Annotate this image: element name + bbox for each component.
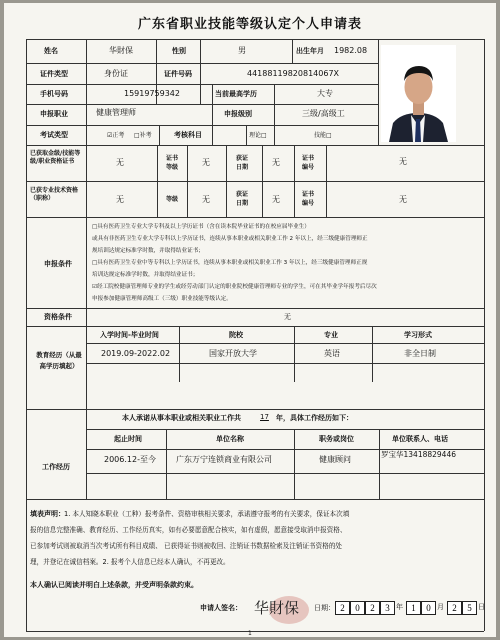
applicant-name: 华財保 <box>109 46 133 55</box>
edu-cell-period: 2019.09-2022.02 <box>101 349 171 358</box>
grid-line <box>212 84 213 145</box>
grid-line <box>26 217 484 218</box>
label-date-b-2: 日期 <box>236 200 249 207</box>
label-work-history: 工作经历 <box>42 463 70 471</box>
condition-line: 规培训达规定标准学时数，并取得结业证书； <box>92 248 204 254</box>
grid-line <box>294 326 295 382</box>
work-years-text-b: 年，具体工作经历如下： <box>276 414 353 422</box>
declaration-line: 已参加考试则被取消当次考试所有科目成绩、 已获得证书则被收回、注销证书数据检索及注销证书资格的处 <box>30 542 343 550</box>
applicant-education: 大专 <box>317 89 333 98</box>
work-cell-position: 健康顾问 <box>319 455 351 464</box>
page-number: 1 <box>248 630 252 637</box>
grid-line <box>26 39 484 40</box>
grid-line <box>262 145 263 217</box>
condition-line: □具有医药卫生专业大学专科及以上学历证书（含在读本院毕业证书的在校应届毕业生） <box>92 224 310 230</box>
condition-line: □具有医药卫生专业中等专科以上学历证书，连续从事本职业或相关职业工作 3 年以上，经三级健康管理师正规 <box>92 260 368 266</box>
holds-cert-value: 无 <box>116 158 124 167</box>
grid-line <box>179 326 180 382</box>
edu-header-school: 院校 <box>229 331 243 339</box>
label-no-a: 证书 <box>302 155 315 162</box>
label-edu-history: 教育经历（从最高学历填起） <box>36 351 82 370</box>
label-no-a-2: 证书 <box>302 191 315 198</box>
date-label: 日期： <box>314 604 335 612</box>
grid-line <box>26 104 378 105</box>
label-name: 姓名 <box>44 47 58 55</box>
grid-line <box>26 39 27 631</box>
label-occupation: 申报职业 <box>40 110 68 118</box>
edu-header-period: 入学时间-毕业时间 <box>100 331 159 339</box>
tech-date-value: 无 <box>272 195 280 204</box>
grid-line <box>26 631 484 632</box>
date-day-digit: 5 <box>462 601 477 615</box>
label-holds-cert: 已获取金级/技能等级/职业资格证书 <box>30 150 81 165</box>
work-years-value: 17 <box>260 413 269 421</box>
date-year-unit: 年 <box>396 603 403 611</box>
edu-cell-major: 英语 <box>324 349 340 358</box>
label-gender: 性别 <box>172 47 186 55</box>
date-year-digit: 2 <box>365 601 380 615</box>
grid-line <box>200 39 201 105</box>
work-header-company: 单位名称 <box>216 435 244 443</box>
grid-line <box>294 429 295 499</box>
applicant-gender: 男 <box>238 46 246 55</box>
exam-subject-theory[interactable]: 理论□ <box>249 132 267 139</box>
label-id-type: 证件类型 <box>40 70 68 78</box>
grid-line <box>86 473 484 474</box>
grid-line <box>26 409 484 410</box>
edu-cell-school: 国家开放大学 <box>209 349 257 358</box>
qual-value: 无 <box>284 313 291 321</box>
applicant-phone: 15919759342 <box>124 89 180 98</box>
condition-line: 申报参加健康管理师高级工（三级）职业技能等级认定。 <box>92 296 232 302</box>
exam-option-regular[interactable]: ☑正考 <box>107 132 125 139</box>
application-form-page <box>4 3 496 637</box>
grid-line <box>246 125 247 145</box>
edu-header-mode: 学习形式 <box>404 331 432 339</box>
cert-no-value: 无 <box>399 157 407 166</box>
work-header-position: 职务或岗位 <box>319 435 354 443</box>
exam-option-makeup[interactable]: □补考 <box>134 132 152 139</box>
label-phone: 手机号码 <box>40 90 68 98</box>
declaration-line: 1. 本人知晓本职业（工种）报考条件、资格审核相关要求，承诺遵守报考的有关要求，保证本次填 <box>64 510 350 518</box>
grid-line <box>274 84 275 145</box>
applicant-birth: 1982.08 <box>334 46 368 55</box>
label-level: 申报级别 <box>224 110 252 118</box>
grid-line <box>86 363 484 364</box>
grid-line <box>187 145 188 217</box>
work-cell-company: 广东万宁连锁商业有限公司 <box>176 455 272 464</box>
cert-level-value: 无 <box>202 158 210 167</box>
date-month-digit: 0 <box>421 601 436 615</box>
signature-handwriting: 华財保 <box>254 599 300 617</box>
condition-line: 培训达规定标准学时数，并取得结业证书； <box>92 272 199 278</box>
label-level-2: 等级 <box>166 196 179 203</box>
condition-line: ☑经工院校健康管理师专业的学生或经劳动部门认定的职业院校健康管理师专业的学生，可在其毕业学年报考后尽次 <box>92 284 377 290</box>
grid-line <box>372 326 373 382</box>
grid-line <box>378 39 379 145</box>
label-date-a-2: 获证 <box>236 191 249 198</box>
work-cell-period: 2006.12-至今 <box>104 455 156 464</box>
grid-line <box>166 429 167 499</box>
grid-line <box>26 499 484 500</box>
grid-line <box>26 145 484 146</box>
grid-line <box>294 145 295 217</box>
signature-label: 申请人签名： <box>200 604 242 612</box>
date-year-digit: 2 <box>335 601 350 615</box>
grid-line <box>86 429 484 430</box>
label-education: 当前最高学历 <box>215 90 257 98</box>
label-cert-b: 等级 <box>166 164 179 171</box>
work-header-contact: 单位联系人、电话 <box>392 435 448 443</box>
declaration-line: 理，并登记在诚信档案。2. 报考个人信息已经本人确认，不再更改。 <box>30 558 230 566</box>
grid-line <box>26 308 484 309</box>
date-year-digit: 0 <box>350 601 365 615</box>
work-years-text-a: 本人承诺从事本职业或相关职业工作共 <box>122 414 241 422</box>
grid-line <box>26 84 378 85</box>
label-cert-a: 证书 <box>166 155 179 162</box>
label-conditions: 申报条件 <box>44 260 72 268</box>
tech-level-value: 无 <box>202 195 210 204</box>
label-date-a: 获证 <box>236 155 249 162</box>
label-no-b: 编号 <box>302 164 315 171</box>
declaration-heading: 填表声明： <box>30 510 65 518</box>
tech-no-value: 无 <box>399 195 407 204</box>
work-header-period: 起止时间 <box>114 435 142 443</box>
date-month-unit: 月 <box>437 603 444 611</box>
grid-line <box>86 343 484 344</box>
condition-line: 或具有非医药卫生专业大学专科以上学历证书，连续从事本职业或相关职业工作 2 年以上，经三级健康管理师正 <box>92 236 368 242</box>
edu-header-major: 专业 <box>324 331 338 339</box>
applicant-level: 三级/高级工 <box>302 109 345 118</box>
label-exam-subject: 考核科目 <box>174 131 202 139</box>
date-day-unit: 日 <box>478 603 485 611</box>
date-year-digit: 3 <box>380 601 395 615</box>
form-title: 广东省职业技能等级认定个人申请表 <box>137 17 362 32</box>
grid-line <box>26 326 484 327</box>
grid-line <box>379 429 380 499</box>
label-date-b: 日期 <box>236 164 249 171</box>
grid-line <box>26 63 378 64</box>
grid-line <box>159 125 160 145</box>
cert-date-value: 无 <box>272 158 280 167</box>
grid-line <box>226 145 227 217</box>
grid-line <box>157 145 158 217</box>
applicant-occupation: 健康管理师 <box>96 108 136 117</box>
date-month-digit: 1 <box>406 601 421 615</box>
work-cell-contact: 罗宝华13418829446 <box>381 450 456 459</box>
label-qual-review: 资格条件 <box>44 313 72 321</box>
applicant-id-number: 44188119820814067X <box>247 69 340 78</box>
applicant-id-type: 身份证 <box>104 69 128 78</box>
label-holds-tech: 已获专业技术资格（职称） <box>30 187 79 202</box>
grid-line <box>86 39 87 499</box>
exam-subject-skill[interactable]: 技能□ <box>314 132 332 139</box>
grid-line <box>292 39 293 64</box>
grid-line <box>326 145 327 217</box>
grid-line <box>26 125 378 126</box>
edu-cell-mode: 非全日制 <box>404 349 436 358</box>
date-day-digit: 2 <box>447 601 462 615</box>
label-no-b-2: 编号 <box>302 200 315 207</box>
grid-line <box>26 181 484 182</box>
label-exam-type: 考试类型 <box>40 131 68 139</box>
applicant-photo <box>381 45 456 142</box>
label-birth: 出生年月 <box>296 47 324 55</box>
declaration-confirm: 本人确认已阅读并明白上述条款，并受声明条款约束。 <box>30 581 198 589</box>
declaration-line: 报的信息完整准确、教育经历、工作经历真实，如有必要愿意配合核实，如有虚假，愿意接受取消申报资格、 <box>30 526 347 534</box>
label-id-number: 证件号码 <box>164 70 192 78</box>
grid-line <box>484 39 485 631</box>
holds-tech-value: 无 <box>116 195 124 204</box>
